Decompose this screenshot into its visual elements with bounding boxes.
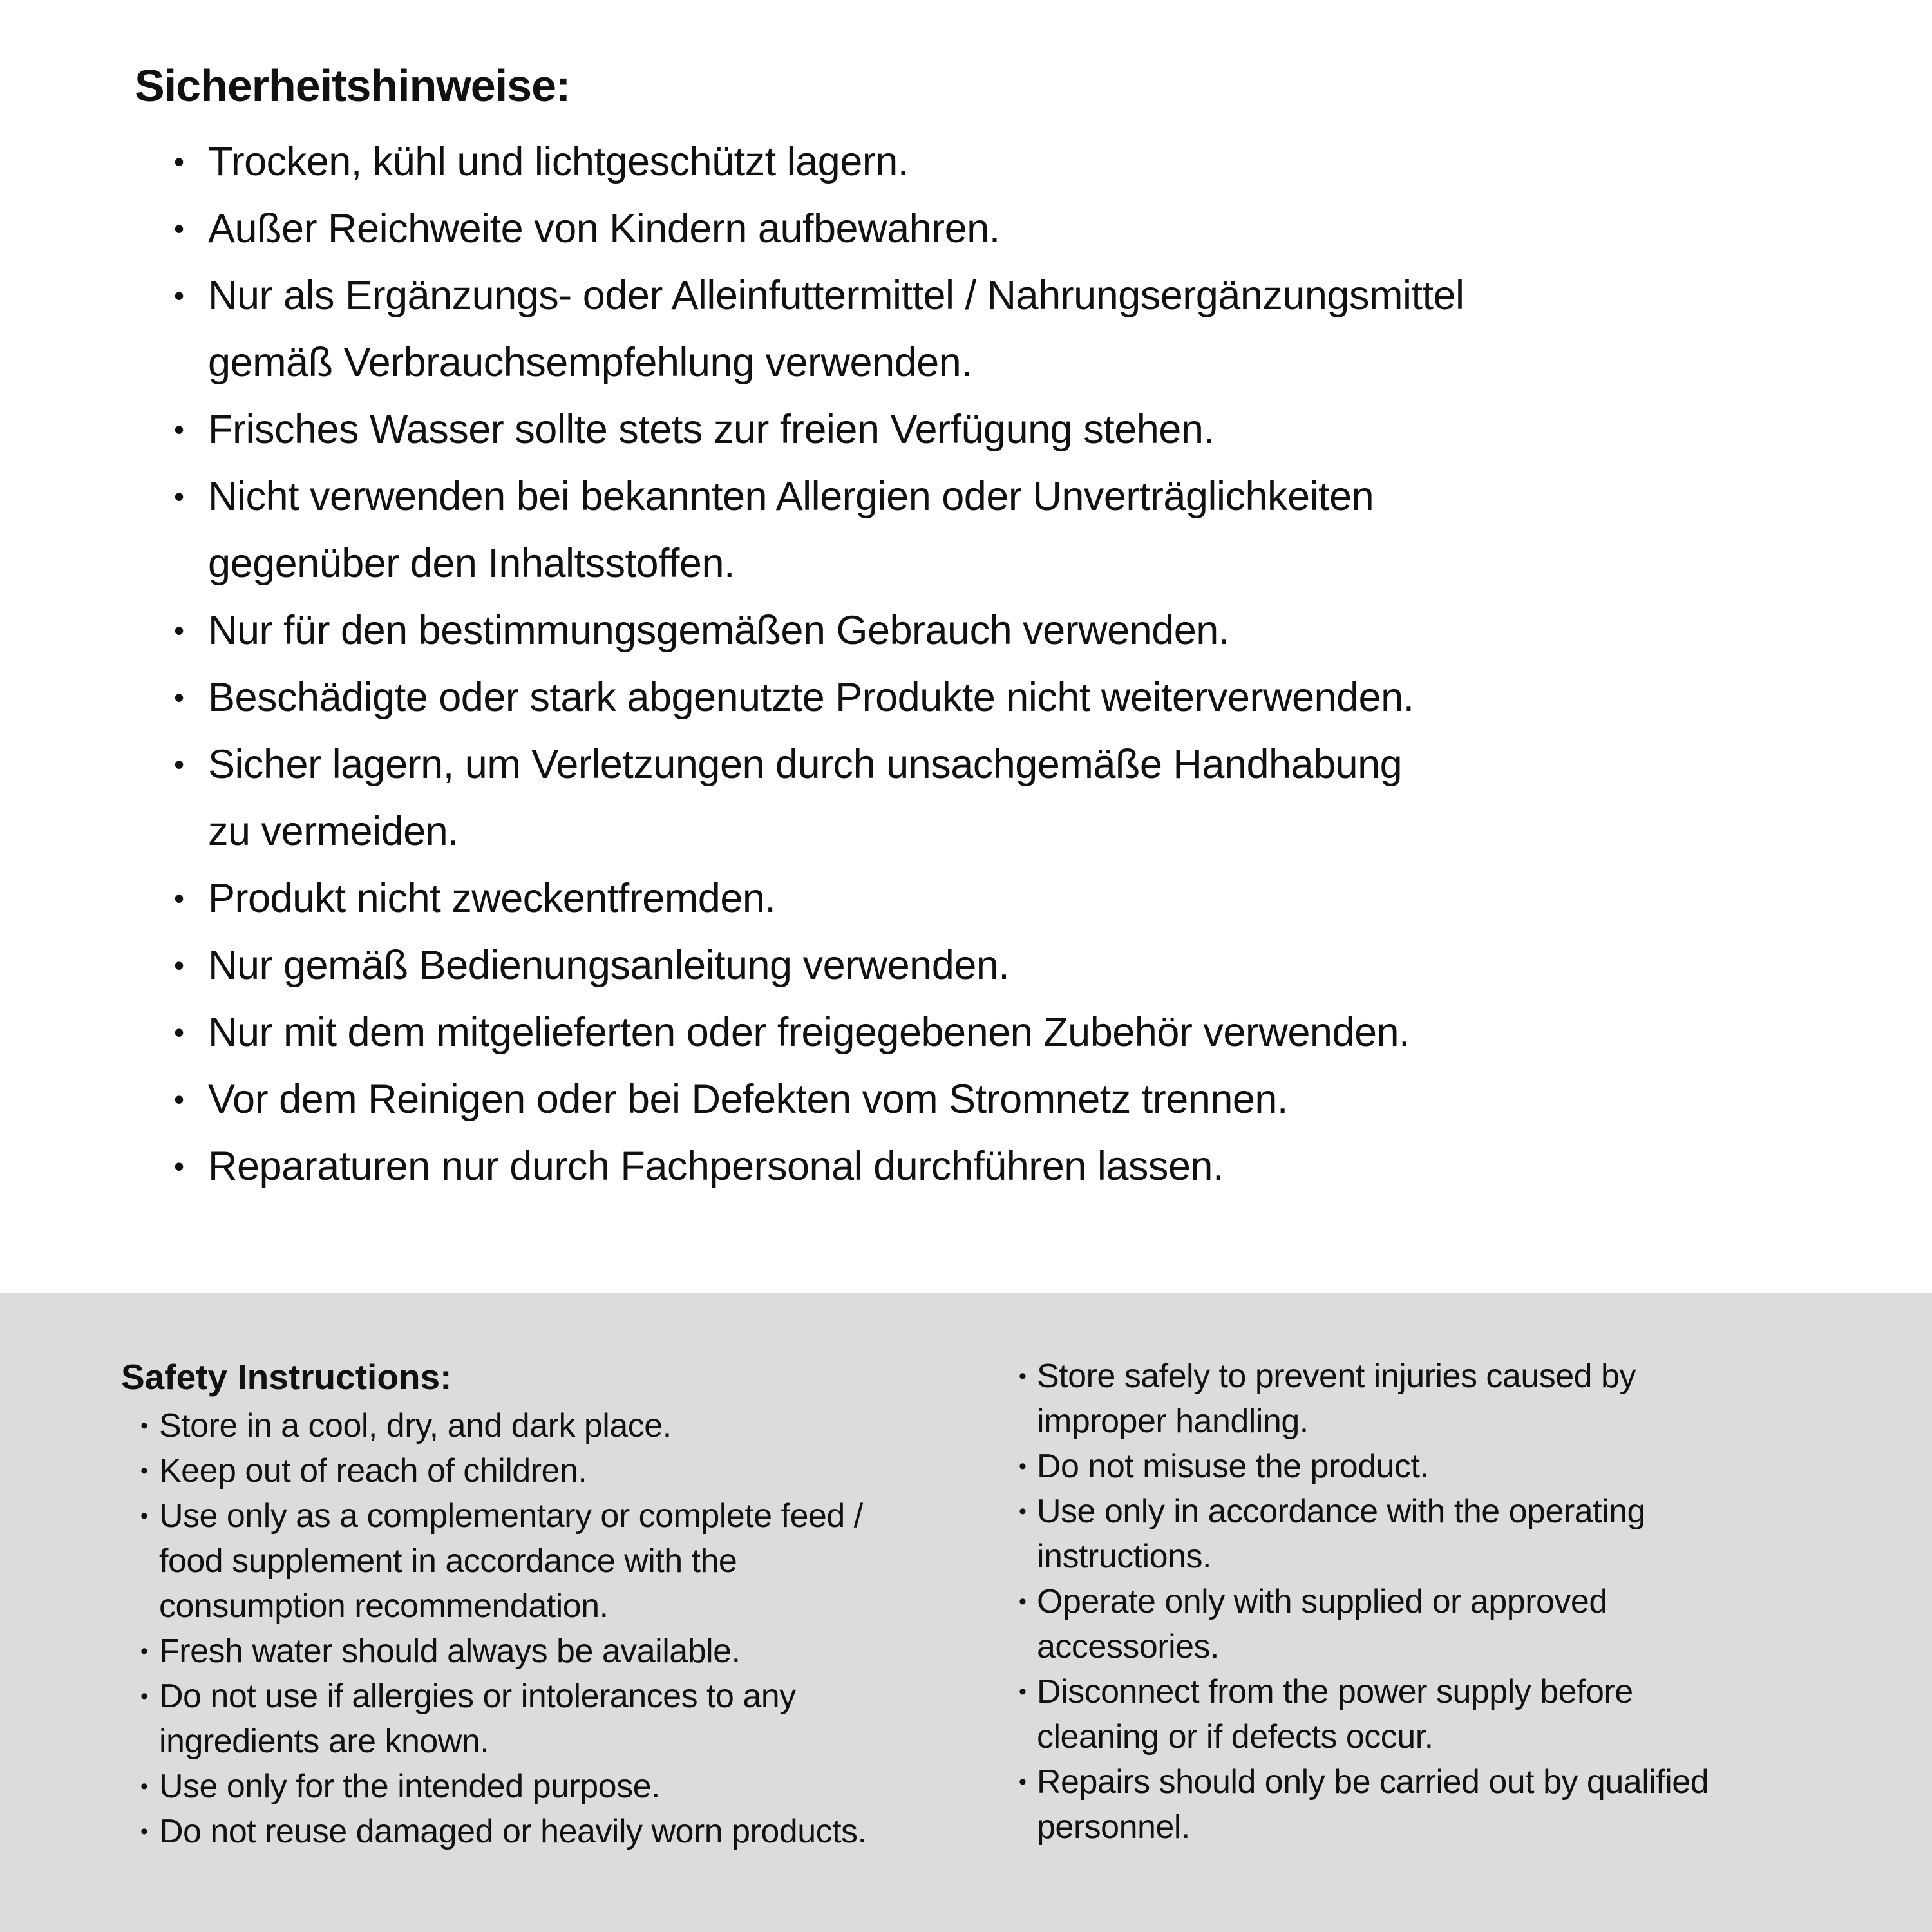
german-safety-list	[174, 128, 1464, 1200]
bullet-line: Use only for the intended purpose.	[159, 1768, 660, 1805]
bullet-icon: •	[1019, 1770, 1027, 1794]
list-item	[174, 597, 1464, 664]
bullet-icon: •	[174, 949, 184, 982]
list-item	[140, 1764, 867, 1809]
bullet-icon: •	[140, 1819, 148, 1844]
list-item	[1019, 1444, 1709, 1489]
list-item	[140, 1493, 867, 1629]
bullet-line: Store safely to prevent injuries caused by	[1037, 1358, 1636, 1395]
list-item	[174, 731, 1464, 865]
bullet-line: Nicht verwenden bei bekannten Allergien oder Unverträglichkeiten	[208, 474, 1374, 519]
bullet-icon: •	[174, 614, 184, 647]
bullet-line: improper handling.	[1037, 1403, 1309, 1440]
bullet-icon: •	[174, 1016, 184, 1049]
bullet-icon: •	[1019, 1680, 1027, 1704]
bullet-line: Nur mit dem mitgelieferten oder freigegebenen Zubehör verwenden.	[208, 1010, 1410, 1055]
bullet-line: Repairs should only be carried out by qualified	[1037, 1763, 1709, 1801]
bullet-line: Operate only with supplied or approved	[1037, 1583, 1607, 1620]
bullet-icon: •	[174, 145, 184, 178]
list-item	[140, 1629, 867, 1674]
bullet-line: Fresh water should always be available.	[159, 1633, 741, 1670]
bullet-icon: •	[140, 1684, 148, 1709]
bullet-line: Nur gemäß Bedienungsanleitung verwenden.	[208, 943, 1010, 988]
list-item	[140, 1674, 867, 1764]
bullet-icon: •	[140, 1459, 148, 1483]
bullet-icon: •	[174, 748, 184, 781]
english-safety-section	[0, 1293, 1932, 1932]
bullet-icon: •	[174, 413, 184, 446]
list-item	[1019, 1579, 1709, 1669]
bullet-icon: •	[174, 681, 184, 714]
bullet-line: accessories.	[1037, 1628, 1219, 1665]
bullet-line: Beschädigte oder stark abgenutzte Produkte nicht weiterverwenden.	[208, 675, 1414, 720]
bullet-icon: •	[140, 1639, 148, 1663]
bullet-line: Do not use if allergies or intolerances to any	[159, 1678, 796, 1715]
list-item	[140, 1448, 867, 1493]
bullet-line: Do not misuse the product.	[1037, 1448, 1429, 1485]
bullet-line: Store in a cool, dry, and dark place.	[159, 1407, 672, 1444]
bullet-line: Produkt nicht zweckentfremden.	[208, 876, 776, 921]
english-safety-list-right	[1019, 1354, 1709, 1850]
bullet-line: Use only as a complementary or complete feed /	[159, 1497, 863, 1535]
english-safety-list-left	[140, 1403, 867, 1854]
german-section-title: Sicherheitshinweise:	[135, 61, 571, 111]
bullet-icon: •	[140, 1414, 148, 1438]
bullet-line: Nur für den bestimmungsgemäßen Gebrauch verwenden.	[208, 608, 1229, 653]
bullet-line: zu vermeiden.	[208, 809, 459, 854]
bullet-icon: •	[1019, 1364, 1027, 1388]
bullet-line: Nur als Ergänzungs- oder Alleinfuttermittel / Nahrungsergänzungsmittel	[208, 273, 1464, 318]
list-item	[1019, 1354, 1709, 1444]
bullet-icon: •	[1019, 1589, 1027, 1614]
bullet-icon: •	[174, 1150, 184, 1183]
bullet-line: Reparaturen nur durch Fachpersonal durchführen lassen.	[208, 1144, 1224, 1189]
bullet-icon: •	[174, 279, 184, 312]
bullet-icon: •	[174, 1083, 184, 1116]
list-item	[140, 1809, 867, 1854]
bullet-line: instructions.	[1037, 1538, 1211, 1575]
list-item	[174, 664, 1464, 731]
bullet-line: food supplement in accordance with the	[159, 1542, 737, 1580]
list-item	[174, 128, 1464, 195]
list-item	[174, 396, 1464, 463]
bullet-line: Disconnect from the power supply before	[1037, 1673, 1633, 1710]
list-item	[1019, 1759, 1709, 1850]
bullet-line: gegenüber den Inhaltsstoffen.	[208, 541, 735, 586]
list-item	[174, 463, 1464, 597]
bullet-line: Trocken, kühl und lichtgeschützt lagern.	[208, 139, 909, 184]
list-item	[174, 262, 1464, 396]
bullet-line: Vor dem Reinigen oder bei Defekten vom Stromnetz trennen.	[208, 1077, 1288, 1122]
bullet-line: Use only in accordance with the operating	[1037, 1493, 1645, 1530]
bullet-icon: •	[174, 480, 184, 513]
bullet-line: consumption recommendation.	[159, 1587, 609, 1625]
list-item	[140, 1403, 867, 1448]
list-item	[1019, 1669, 1709, 1759]
list-item	[174, 1133, 1464, 1200]
list-item	[1019, 1489, 1709, 1579]
bullet-line: Außer Reichweite von Kindern aufbewahren.	[208, 206, 1000, 251]
bullet-icon: •	[1019, 1499, 1027, 1524]
bullet-icon: •	[174, 212, 184, 245]
bullet-line: ingredients are known.	[159, 1723, 489, 1760]
bullet-icon: •	[140, 1774, 148, 1799]
list-item	[174, 865, 1464, 932]
english-section-title: Safety Instructions:	[121, 1357, 452, 1397]
list-item	[174, 932, 1464, 999]
bullet-icon: •	[174, 882, 184, 915]
list-item	[174, 1066, 1464, 1133]
bullet-line: gemäß Verbrauchsempfehlung verwenden.	[208, 340, 972, 385]
bullet-icon: •	[1019, 1454, 1027, 1479]
bullet-line: personnel.	[1037, 1808, 1190, 1846]
bullet-icon: •	[140, 1504, 148, 1528]
bullet-line: Sicher lagern, um Verletzungen durch unsachgemäße Handhabung	[208, 742, 1403, 787]
bullet-line: Keep out of reach of children.	[159, 1452, 587, 1490]
bullet-line: Frisches Wasser sollte stets zur freien Verfügung stehen.	[208, 407, 1215, 452]
bullet-line: Do not reuse damaged or heavily worn products.	[159, 1813, 867, 1850]
list-item	[174, 999, 1464, 1066]
bullet-line: cleaning or if defects occur.	[1037, 1718, 1434, 1756]
list-item	[174, 195, 1464, 262]
